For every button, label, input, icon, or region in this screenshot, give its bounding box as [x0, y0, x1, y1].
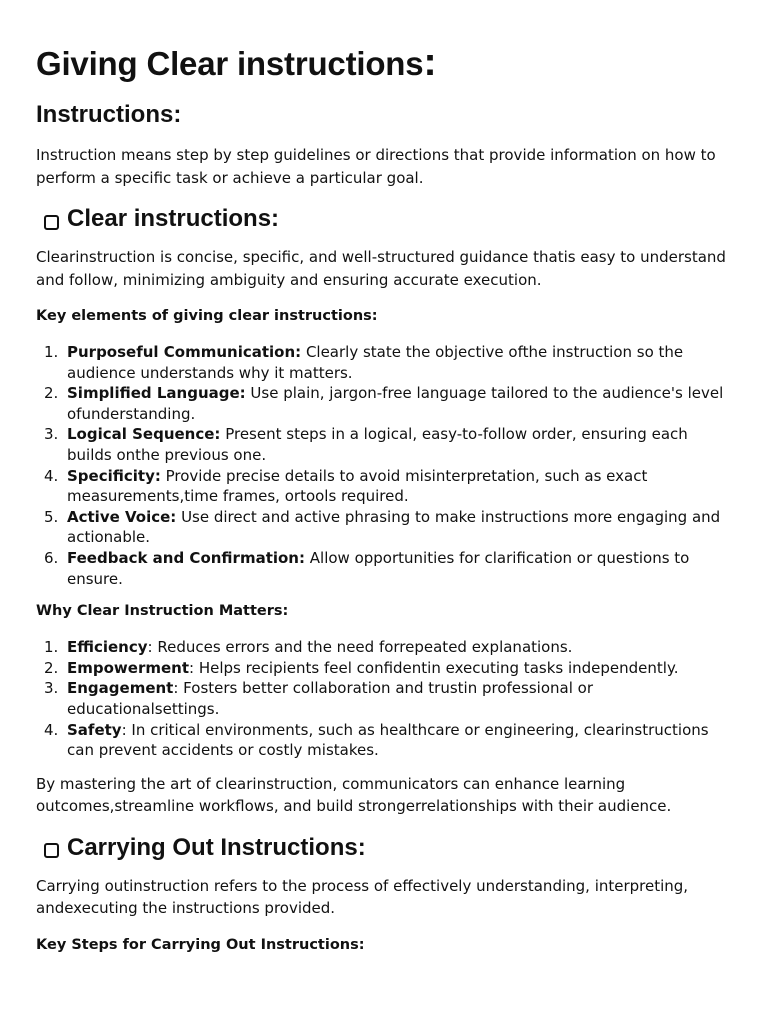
section-heading-carrying-out — [36, 833, 732, 863]
section-heading-clear-instructions — [36, 204, 732, 234]
section-heading-instructions: Instructions: — [36, 101, 182, 128]
list-item-text: Use direct and active phrasing to make instructions more engaging and actionable. — [67, 507, 721, 547]
document-title-text: Giving Clear instructions — [36, 45, 424, 82]
list-item-number: 3. — [44, 679, 59, 698]
list-item-number: 1. — [44, 343, 59, 361]
list-item-text: : Fosters better collaboration and trustin professional or educationalsettings. — [67, 679, 593, 718]
list-item — [36, 720, 732, 761]
list-item-term: Logical Sequence: — [67, 425, 221, 444]
list-item-term: Purposeful Communication: — [67, 343, 302, 361]
list-item-text: Clearly state the objective ofthe instruction so the audience understands why it matters. — [67, 343, 684, 382]
list-item-text: Use plain, jargon-free language tailored to the audience's level ofunderstanding. — [67, 384, 724, 423]
key-steps-heading: Key Steps for Carrying Out Instructions: — [36, 936, 365, 953]
clear-instructions-definition: Clearinstruction is concise, specific, and well-structured guidance thatis easy to understand and follow, minimizing ambiguity and ensuring accurate execution. — [36, 248, 726, 289]
document-title-colon: : — [423, 40, 437, 84]
list-item-number: 5. — [44, 507, 59, 526]
list-item-term: Simplified Language: — [67, 384, 246, 403]
list-item-term: Engagement — [67, 679, 174, 698]
list-item — [36, 637, 732, 658]
list-item-term: Efficiency — [67, 638, 148, 657]
instructions-definition: Instruction means step by step guidelines or directions that provide information on how to perform a specific task or achieve a particular goal. — [36, 146, 716, 187]
list-item-term: Empowerment — [67, 658, 189, 677]
list-item-number: 4. — [44, 720, 59, 739]
document-title — [36, 40, 732, 86]
list-item-number: 3. — [44, 425, 59, 444]
list-item-text: : Helps recipients feel confidentin executing tasks independently. — [189, 658, 679, 677]
list-item — [36, 507, 732, 548]
section-heading-carrying-out-text: Carrying Out Instructions: — [67, 833, 366, 861]
list-item-text: Provide precise details to avoid misinterpretation, such as exact measurements,time frames, ortools required. — [67, 466, 648, 506]
carrying-out-definition: Carrying outinstruction refers to the process of effectively understanding, interpreting, andexecuting the instructions provided. — [36, 876, 689, 918]
list-item-text: Allow opportunities for clarification or questions to ensure. — [67, 548, 690, 588]
list-item — [36, 424, 732, 465]
list-item — [36, 466, 732, 507]
list-item-number: 4. — [44, 466, 59, 485]
list-item — [36, 342, 732, 383]
list-item — [36, 678, 732, 719]
list-item-number: 2. — [44, 658, 59, 677]
list-item — [36, 548, 732, 589]
list-item — [36, 383, 732, 424]
list-item-text: : Reduces errors and the need forrepeated explanations. — [147, 638, 573, 657]
list-item-number: 6. — [44, 548, 59, 567]
checkbox-bullet-icon — [44, 843, 59, 858]
list-item-number: 2. — [44, 384, 59, 403]
why-matters-heading: Why Clear Instruction Matters: — [36, 603, 289, 620]
list-item-term: Active Voice: — [67, 507, 177, 526]
list-item — [36, 658, 732, 679]
list-item-number: 1. — [44, 638, 59, 657]
closing-paragraph: By mastering the art of clearinstruction, communicators can enhance learning outcomes,streamline workflows, and build strongerrelationships with their audience. — [36, 774, 672, 816]
why-matters-list — [36, 637, 732, 761]
list-item-text: Present steps in a logical, easy-to-follow order, ensuring each builds onthe previous one. — [67, 425, 688, 464]
section-heading-clear-instructions-text: Clear instructions: — [67, 205, 280, 232]
list-item-term: Safety — [67, 720, 122, 739]
key-elements-heading: Key elements of giving clear instructions: — [36, 308, 378, 324]
list-item-text: : In critical environments, such as healthcare or engineering, clearinstructions can prevent accidents or costly mistakes. — [67, 720, 709, 760]
key-elements-list — [36, 342, 732, 589]
list-item-term: Specificity: — [67, 466, 161, 485]
checkbox-bullet-icon — [44, 215, 59, 230]
list-item-term: Feedback and Confirmation: — [67, 548, 305, 567]
